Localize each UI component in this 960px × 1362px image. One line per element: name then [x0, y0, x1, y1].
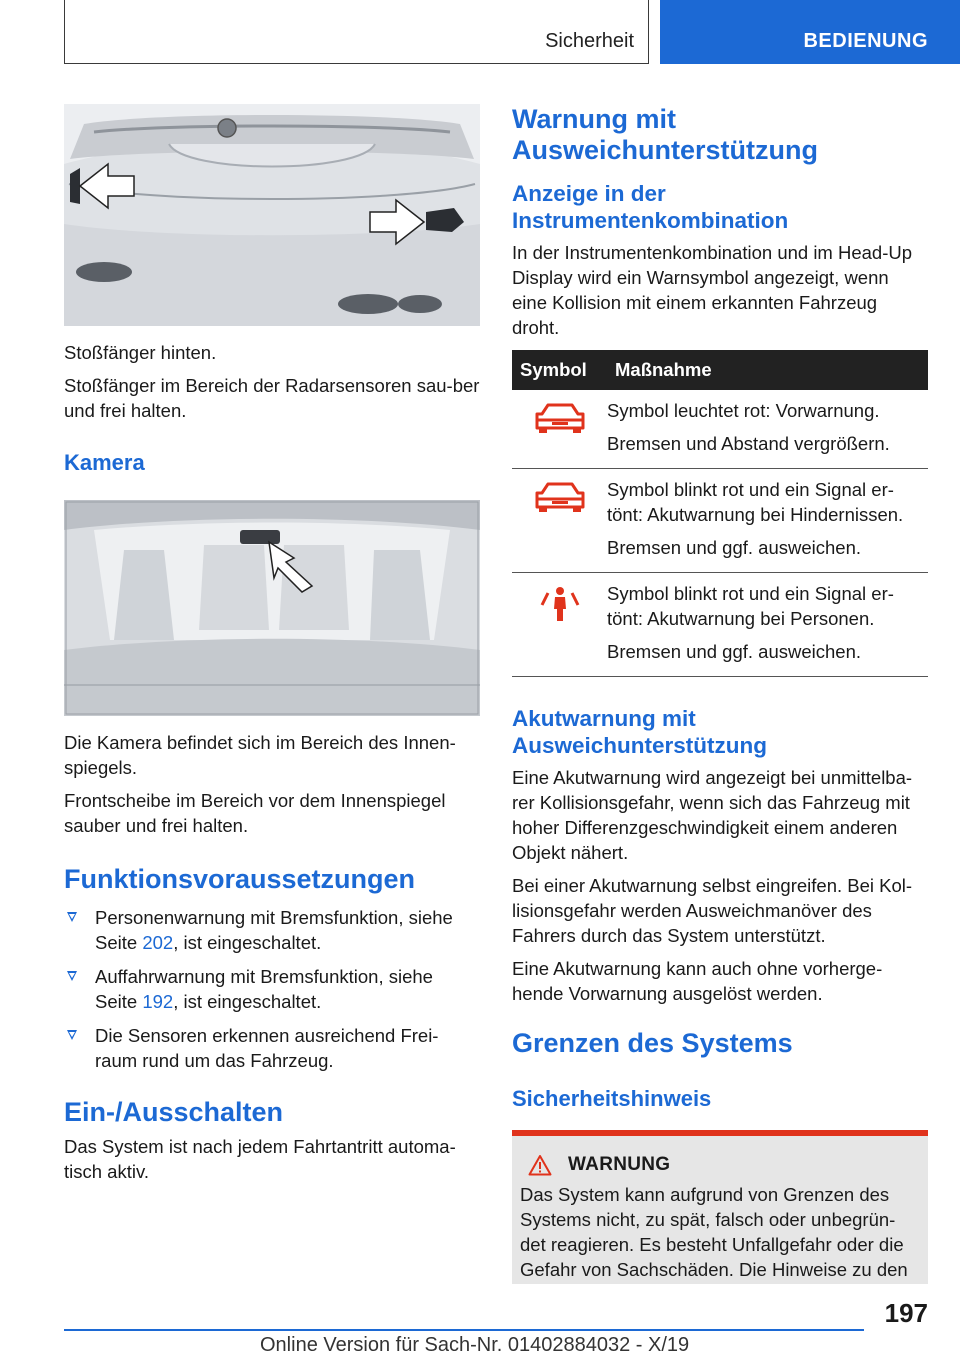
paragraph-bumper: Stoßfänger hinten.: [64, 342, 217, 363]
header-section-label: Sicherheit: [545, 30, 634, 52]
header-chapter-label: BEDIENUNG: [803, 30, 928, 52]
header-section-tab: [64, 0, 649, 64]
triangle-bullet-icon: [67, 912, 77, 922]
heading-ein-ausschalten: Ein-/Ausschalten: [64, 1097, 284, 1127]
heading-warnung-ausweich: Warnung mit Ausweichunterstützung: [512, 104, 819, 165]
heading-grenzen: Grenzen des Systems: [512, 1028, 793, 1058]
car-warning-icon: [534, 481, 586, 513]
prerequisites-list: [64, 905, 480, 1073]
table-header-massnahme: Maßnahme: [607, 350, 928, 390]
paragraph-camera-location: Die Kamera befindet sich im Bereich des Innen-spiegels.: [64, 732, 456, 778]
list-item: Die Sensoren erkennen ausreichend Frei-raum rund um das Fahrzeug.: [64, 1023, 480, 1073]
rear-bumper-image: [64, 104, 480, 326]
paragraph-auto-active: Das System ist nach jedem Fahrtantritt automa-tisch aktiv.: [64, 1136, 456, 1182]
pedestrian-warning-icon: [540, 585, 580, 625]
symbol-table: [512, 350, 928, 677]
heading-akutwarnung: Akutwarnung mit Ausweichunterstützung: [512, 706, 768, 758]
header-chapter-tab: [660, 0, 960, 64]
left-column: [64, 104, 480, 1192]
warning-triangle-icon: [528, 1154, 552, 1176]
footer-version-text: Online Version für Sach-Nr. 01402884032 - X/19: [260, 1334, 690, 1356]
list-item: Personenwarnung mit Bremsfunktion, siehe Seite 202, ist eingeschaltet.: [64, 905, 480, 955]
paragraph-camera-clean: Frontscheibe im Bereich vor dem Innenspiegel sauber und frei halten.: [64, 790, 446, 836]
warning-box: [512, 1130, 928, 1284]
camera-interior-image: [64, 500, 480, 716]
triangle-bullet-icon: [67, 971, 77, 981]
paragraph-display: In der Instrumentenkombination und im Head-Up Display wird ein Warnsymbol angezeigt, wenn eine Kollision mit einem erkannten Fahrzeug droht.: [512, 242, 913, 338]
page-link-202[interactable]: 202: [142, 932, 174, 953]
heading-kamera: Kamera: [64, 450, 145, 475]
list-item: Auffahrwarnung mit Bremsfunktion, siehe Seite 192, ist eingeschaltet.: [64, 964, 480, 1014]
paragraph-acute-2: Bei einer Akutwarnung selbst eingreifen. Bei Kol-lisionsgefahr werden Ausweichmanöver des Fahrers durch das System unterstützt.: [512, 875, 913, 946]
table-row: Symbol leuchtet rot: Vorwarnung. Bremsen und Abstand vergrößern.: [512, 390, 928, 469]
heading-anzeige: Anzeige in der Instrumentenkombination: [512, 181, 789, 233]
paragraph-acute-3: Eine Akutwarnung kann auch ohne vorherge-hende Vorwarnung ausgelöst werden.: [512, 958, 883, 1004]
triangle-bullet-icon: [67, 1030, 77, 1040]
heading-funktionsvoraussetzungen: Funktionsvoraussetzungen: [64, 864, 416, 894]
table-header-symbol: Symbol: [512, 350, 607, 390]
warning-text: Das System kann aufgrund von Grenzen des Systems nicht, zu spät, falsch oder unbegrün-det reagieren. Es besteht Unfallgefahr oder die Gefahr von Sachschäden. Die Hinweise zu den: [520, 1184, 908, 1280]
table-row: Symbol blinkt rot und ein Signal er-tönt: Akutwarnung bei Hindernissen. Bremsen und ggf. ausweichen.: [512, 469, 928, 573]
paragraph-bumper-clean: Stoßfänger im Bereich der Radarsensoren sau-ber und frei halten.: [64, 375, 480, 421]
page-link-192[interactable]: 192: [142, 991, 174, 1012]
right-column: [512, 104, 928, 1284]
table-row: Symbol blinkt rot und ein Signal er-tönt: Akutwarnung bei Personen. Bremsen und ggf. ausweichen.: [512, 573, 928, 677]
warning-title: WARNUNG: [568, 1154, 671, 1175]
car-warning-icon: [534, 402, 586, 434]
footer-rule: [64, 1329, 864, 1331]
heading-sicherheitshinweis: Sicherheitshinweis: [512, 1086, 712, 1111]
page-number: 197: [884, 1298, 928, 1328]
paragraph-acute-1: Eine Akutwarnung wird angezeigt bei unmittelba-rer Kollisionsgefahr, wenn sich das Fahrzeug mit hoher Differenzgeschwindigkeit einem anderen Objekt nähert.: [512, 767, 913, 863]
